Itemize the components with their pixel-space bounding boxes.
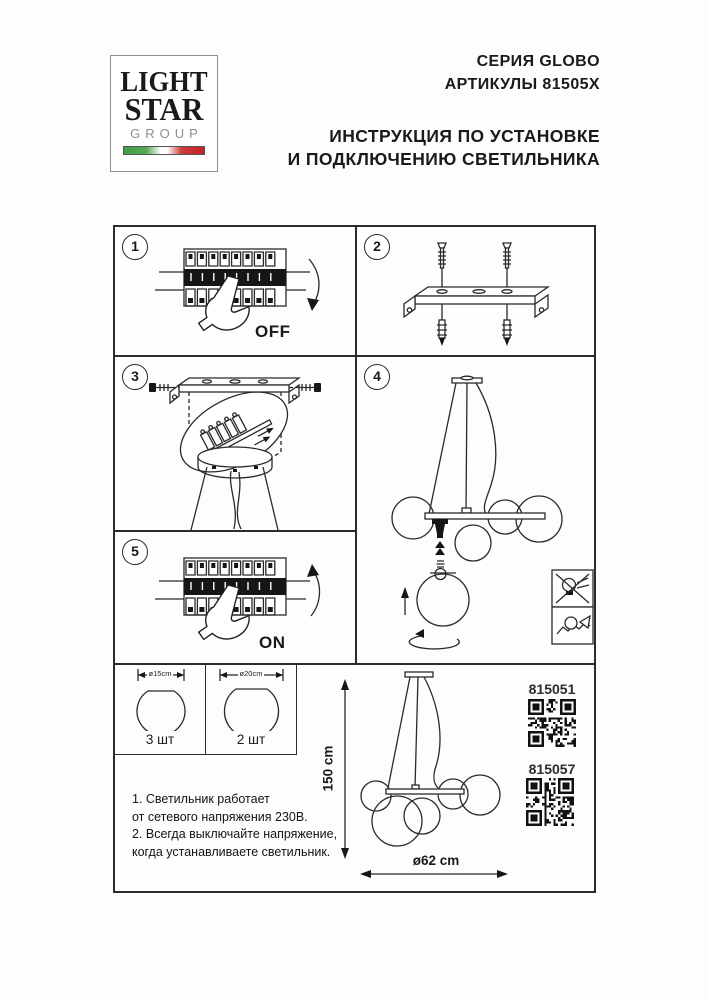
- step4-panel: [357, 357, 594, 663]
- instruction-title-line2: И ПОДКЛЮЧЕНИЮ СВЕТИЛЬНИКА: [287, 149, 600, 169]
- bracket-terminal-illustration: [115, 357, 355, 530]
- chandelier-assembly-illustration: [357, 357, 594, 663]
- instruction-grid: [113, 225, 596, 893]
- globe-diameter-label: ø15cm: [148, 669, 172, 678]
- canopy-base: [191, 447, 278, 530]
- globe-qty-label: 2 шт: [236, 732, 266, 747]
- qr-code: [528, 699, 576, 747]
- rotate-arrow-icon: [409, 629, 459, 649]
- part-box-small-globe: [115, 665, 206, 755]
- chandelier-dimension-illustration: [353, 669, 515, 869]
- horizontal-dimension-arrow: [358, 868, 510, 880]
- header-text: [288, 50, 600, 171]
- wall-anchor-icon: [437, 304, 447, 346]
- specs-panel: [115, 665, 594, 891]
- vertical-dimension-arrow: [337, 677, 353, 861]
- article-code-label: 815057: [528, 761, 576, 777]
- italy-flag-bar: [123, 146, 205, 155]
- step2-panel: [357, 227, 594, 355]
- breaker-on-illustration: [115, 532, 355, 663]
- step1-number: 1: [122, 234, 148, 260]
- step5-number: 5: [122, 539, 148, 565]
- screw-icon: [438, 243, 446, 287]
- instruction-title-line1: ИНСТРУКЦИЯ ПО УСТАНОВКЕ: [329, 126, 600, 146]
- insert-arrow-icon: [401, 587, 409, 615]
- turn-on-arrow-icon: [307, 564, 320, 616]
- articles-title: АРТИКУЛЫ 81505X: [444, 76, 600, 93]
- diameter-dimension-label: ø62 cm: [412, 853, 460, 868]
- on-label: ON: [259, 633, 286, 652]
- use-cloth-icon: [552, 607, 593, 644]
- lamp-socket: [432, 519, 448, 538]
- wall-anchor-icon: [502, 304, 512, 346]
- turn-off-arrow-icon: [307, 259, 319, 311]
- step2-number: 2: [364, 234, 390, 260]
- instruction-title: [288, 125, 600, 171]
- no-touch-bulb-icon: [552, 570, 593, 607]
- logo-word-group: GROUP: [130, 126, 203, 141]
- note-line: когда устанавливаете светильник.: [132, 844, 331, 859]
- off-label: OFF: [255, 322, 291, 341]
- step1-panel: [115, 227, 355, 355]
- screw-icon: [503, 243, 511, 287]
- logo-word-light: LIGHT: [120, 67, 208, 98]
- breaker-off-illustration: [115, 227, 355, 355]
- glass-globe: [417, 573, 469, 626]
- step4-number: 4: [364, 364, 390, 390]
- mounting-bracket-illustration: [357, 227, 594, 355]
- article-code-label: 815051: [528, 681, 576, 697]
- part-box-large-globe: [206, 665, 297, 755]
- globe-diameter-label: ø20cm: [239, 669, 263, 678]
- height-dimension-label: 150 cm: [320, 745, 336, 792]
- brand-logo: [110, 55, 218, 172]
- ceiling-bracket: [404, 287, 548, 317]
- qr-code: [526, 778, 574, 826]
- step3-number: 3: [122, 364, 148, 390]
- note-line: 1. Светильник работает: [132, 792, 270, 806]
- bulb-icon: [435, 561, 446, 580]
- note-line: от сетевого напряжения 230В.: [132, 809, 308, 824]
- logo-word-star: STAR: [124, 91, 204, 127]
- series-title: СЕРИЯ GLOBO: [476, 53, 600, 70]
- step3-panel: [115, 357, 355, 530]
- step5-panel: [115, 532, 355, 663]
- globe-qty-label: 3 шт: [145, 732, 175, 747]
- note-line: 2. Всегда выключайте напряжение,: [132, 827, 338, 841]
